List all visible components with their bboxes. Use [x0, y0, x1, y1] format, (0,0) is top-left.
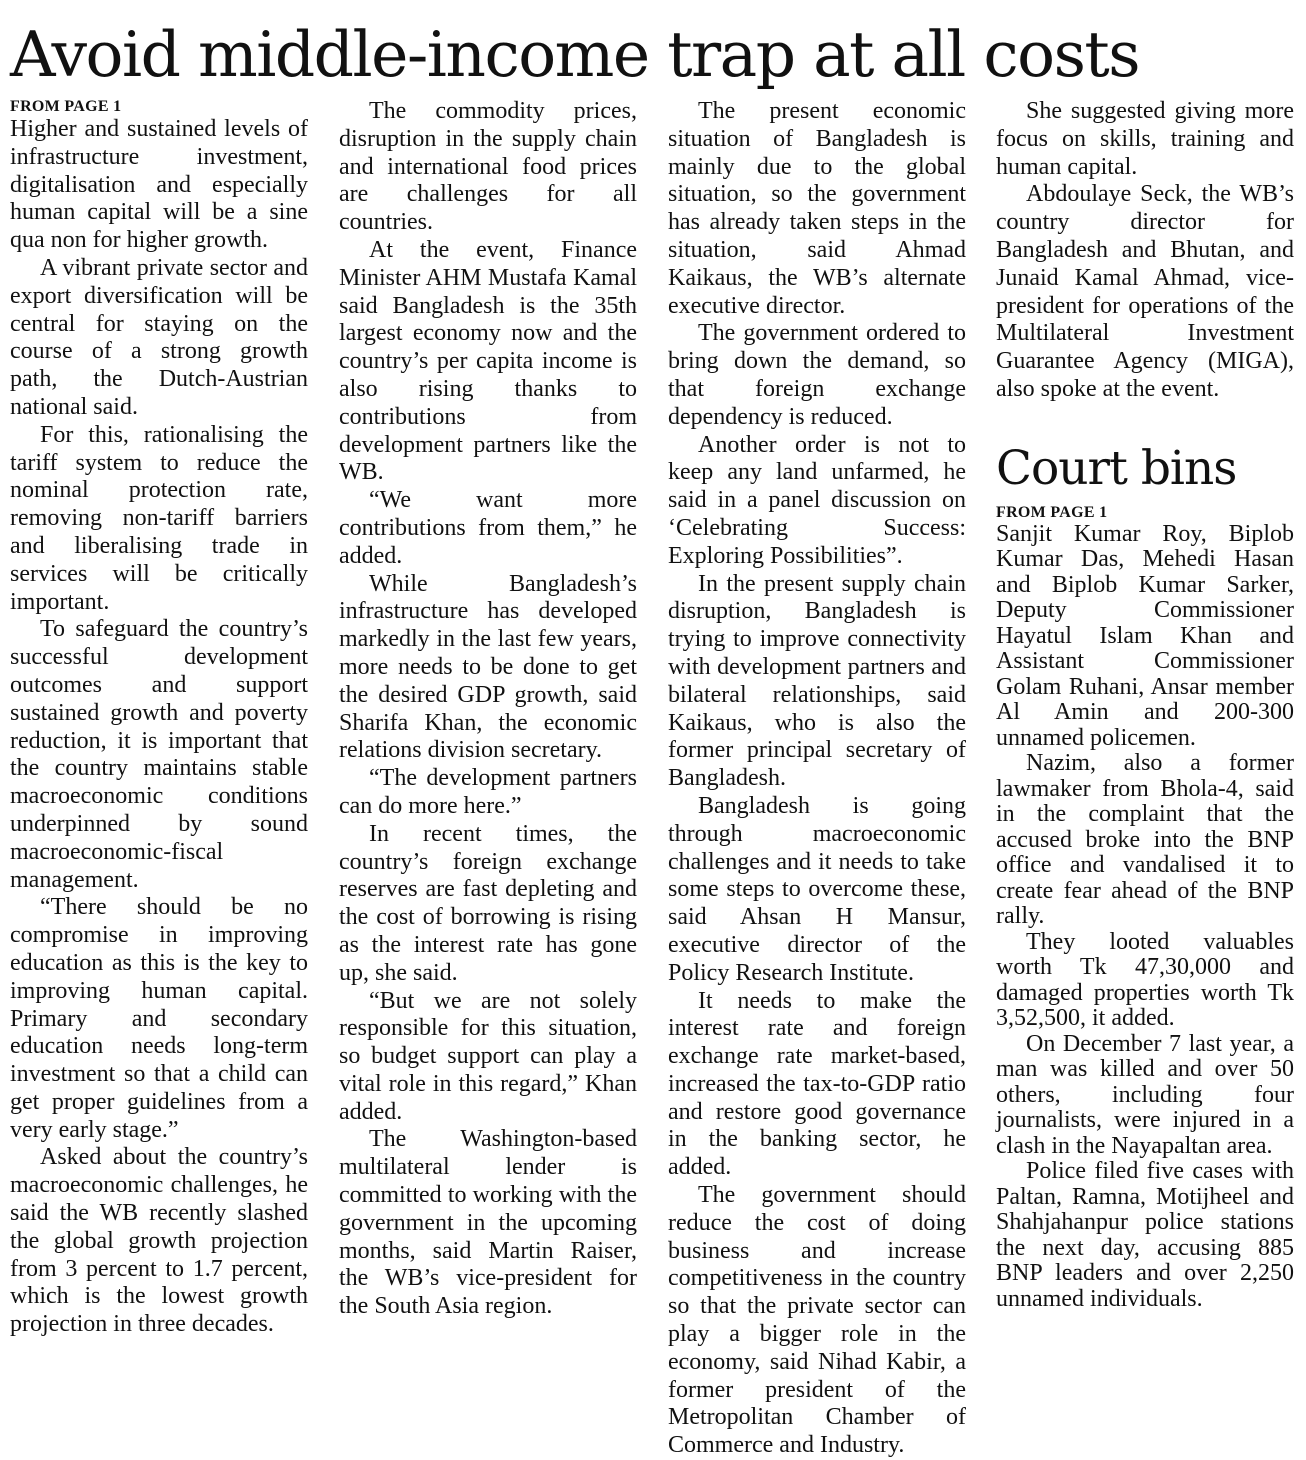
article-headline: Avoid middle-income trap at all costs	[10, 18, 1140, 91]
paragraph: “But we are not solely responsible for this situation, so budget support can play a vital role in this regard,” Khan added.	[339, 987, 637, 1125]
paragraph: She suggested giving more focus on skills, training and human capital.	[996, 98, 1294, 180]
column-1	[10, 98, 308, 1339]
paragraph: On December 7 last year, a man was killed and over 50 others, including four journalists, were injured in a clash in the Nayapaltan area.	[996, 1030, 1294, 1159]
paragraph: Nazim, also a former lawmaker from Bhola-4, said in the complaint that the accused broke into the BNP office and vandalised it to create fear ahead of the BNP rally.	[996, 750, 1294, 930]
paragraph: The present economic situation of Bangladesh is mainly due to the global situation, so the government has already taken steps in the situation, said Ahmad Kaikaus, the WB’s alternate executive director.	[668, 98, 966, 319]
paragraph: Police filed five cases with Paltan, Ramna, Motijheel and Shahjahanpur police stations the next day, accusing 885 BNP leaders and over 2,250 unnamed individuals.	[996, 1158, 1294, 1312]
column-4	[996, 98, 1294, 1312]
paragraph: While Bangladesh’s infrastructure has developed markedly in the last few years, more needs to be done to get the desired GDP growth, said Sharifa Khan, the economic relations division secretary.	[339, 570, 637, 764]
paragraph: The government ordered to bring down the demand, so that foreign exchange dependency is reduced.	[668, 320, 966, 430]
paragraph: In the present supply chain disruption, Bangladesh is trying to improve connectivity with development partners and bilateral relationships, said Kaikaus, who is also the former principal secretary of Bangladesh.	[668, 570, 966, 792]
paragraph: It needs to make the interest rate and foreign exchange rate market-based, increased the tax-to-GDP ratio and restore good governance in the banking sector, he added.	[668, 987, 966, 1181]
paragraph: Abdoulaye Seck, the WB’s country director for Bangladesh and Bhutan, and Junaid Kamal Ahmad, vice-president for operations of the Multilateral Investment Guarantee Agency (MIGA), also spoke at the event.	[996, 181, 1294, 402]
paragraph: The commodity prices, disruption in the supply chain and international food prices are challenges for all countries.	[339, 98, 637, 236]
court-bins-headline: Court bins	[996, 440, 1237, 496]
from-page-kicker: FROM PAGE 1	[10, 98, 122, 115]
paragraph-continued: The government should reduce the cost of doing business and increase competitiveness in the country so that the private sector can play a bigger role in the economy, said Nihad Kabir, a former president of the Metropolitan Chamber of Commerce and Industry.	[668, 1182, 966, 1459]
paragraph: “There should be no compromise in improving education as this is the key to improving human capital. Primary and secondary education needs long-term investment so that a child can get proper guidelines from a very early stage.”	[10, 894, 308, 1143]
paragraph: Higher and sustained levels of infrastructure investment, digitalisation and especially human capital will be a sine qua non for higher growth.	[10, 116, 308, 254]
paragraph: “The development partners can do more here.”	[339, 765, 637, 819]
paragraph: To safeguard the country’s successful development outcomes and support sustained growth and poverty reduction, it is important that the country maintains stable macroeconomic conditions underpinned by sound macroeconomic-fiscal management.	[10, 616, 308, 893]
paragraph: They looted valuables worth Tk 47,30,000 and damaged properties worth Tk 3,52,500, it added.	[996, 928, 1294, 1032]
paragraph: For this, rationalising the tariff system to reduce the nominal protection rate, removing non-tariff barriers and liberalising trade in services will be critically important.	[10, 421, 308, 615]
paragraph: The Washington-based multilateral lender is committed to working with the government in the upcoming months, said Martin Raiser, the WB’s vice-president for the South Asia region.	[339, 1126, 637, 1320]
paragraph: Sanjit Kumar Roy, Biplob Kumar Das, Mehedi Hasan and Biplob Kumar Sarker, Deputy Commissioner Hayatul Islam Khan and Assistant Commissioner Golam Ruhani, Ansar member Al Amin and 200-300 unnamed policemen.	[996, 520, 1294, 751]
paragraph: “We want more contributions from them,” he added.	[339, 487, 637, 569]
column-3	[668, 98, 966, 1460]
paragraph: A vibrant private sector and export diversification will be central for staying on the course of a strong growth path, the Dutch-Austrian national said.	[10, 254, 308, 420]
court-bins-kicker: FROM PAGE 1	[996, 503, 1108, 521]
paragraph: Another order is not to keep any land unfarmed, he said in a panel discussion on ‘Celebrating Success: Exploring Possibilities”.	[668, 431, 966, 569]
paragraph: Bangladesh is going through macroeconomic challenges and it needs to take some steps to overcome these, said Ahsan H Mansur, executive director of the Policy Research Institute.	[668, 792, 966, 986]
column-2	[339, 98, 637, 1321]
paragraph-continued: Asked about the country’s macroeconomic challenges, he said the WB recently slashed the global growth projection from 3 percent to 1.7 percent, which is the lowest growth projection in three decades.	[10, 1144, 308, 1338]
paragraph: At the event, Finance Minister AHM Mustafa Kamal said Bangladesh is the 35th largest economy now and the country’s per capita income is also rising thanks to contributions from development partners like the WB.	[339, 236, 637, 486]
paragraph: In recent times, the country’s foreign exchange reserves are fast depleting and the cost of borrowing is rising as the interest rate has gone up, she said.	[339, 820, 637, 986]
